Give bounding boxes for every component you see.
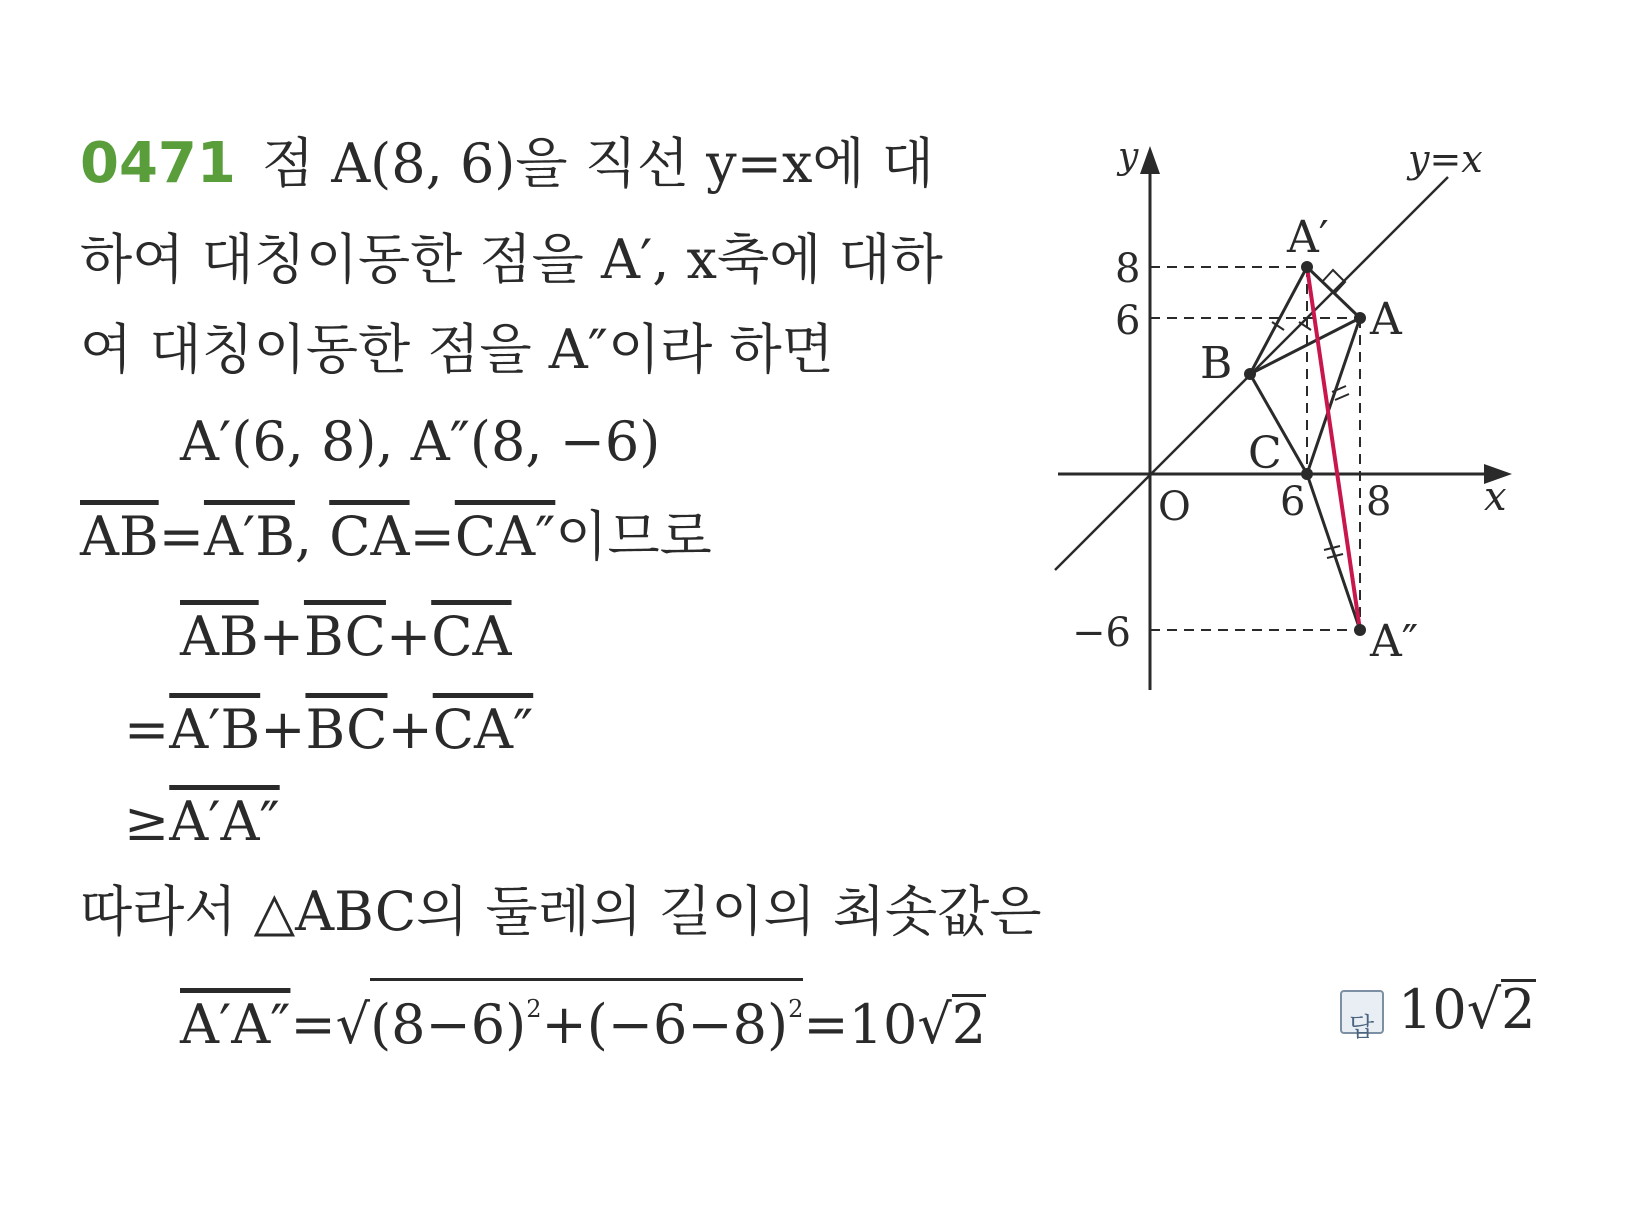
sum-ca: $\overline{CA}$ <box>431 605 512 668</box>
coords-line: A′(6, 8), A″(8, −6) <box>180 410 661 473</box>
segment-ca2: CA″ <box>454 505 556 568</box>
sum-ab: $\overline{AB}$ <box>180 605 259 668</box>
segment-ca: $\overline{CA}$ <box>329 505 410 568</box>
label-b: B <box>1200 338 1233 389</box>
sum-line-2: $=A'B+\overline{BC}+CA''$ <box>124 698 534 761</box>
label-c: C <box>1248 428 1282 479</box>
point-a-dot <box>1354 312 1366 324</box>
problem-line-2: 하여 대칭이동한 점을 A′, x축에 대하 <box>80 228 943 291</box>
problem-line-3: 여 대칭이동한 점을 A″이라 하면 <box>80 318 834 381</box>
tick-y-8: 8 <box>1115 246 1141 292</box>
y-axis-label: y <box>1118 136 1139 177</box>
equality-suffix: 이므로 <box>555 505 712 568</box>
segment-ab: $\overline{AB}$ <box>80 505 159 568</box>
problem-number: 0471 <box>80 131 236 196</box>
x-axis-label: x <box>1484 474 1507 520</box>
sum2-ca2: CA″ <box>432 698 534 761</box>
final-line: $A'A''=√(8-6)^2+(-6-8)^2=10√2$ <box>180 978 986 1057</box>
slash-tick-2 <box>1299 322 1311 330</box>
sum2-bc: $\overline{BC}$ <box>305 698 388 761</box>
tick-x-8: 8 <box>1366 479 1392 525</box>
tick-y-6: 6 <box>1115 298 1141 344</box>
inequality-line: ≥A′A″ <box>124 790 280 853</box>
label-a: A <box>1370 294 1402 345</box>
sum-bc: $\overline{BC}$ <box>303 605 386 668</box>
label-a2: A″ <box>1370 616 1419 667</box>
final-result: =10 <box>803 993 918 1056</box>
ineq-a1a2: A′A″ <box>169 790 280 853</box>
segment-c-a2 <box>1307 474 1360 630</box>
tick-y-neg6: −6 <box>1072 610 1131 656</box>
answer-icon: 답 <box>1340 990 1384 1034</box>
conclusion-line: 따라서 △ABC의 둘레의 길이의 최솟값은 <box>80 880 1042 943</box>
equality-line: $\overline{AB}=A'B$, $\overline{CA}=CA''$이므로 <box>80 505 712 568</box>
label-a1: A′ <box>1287 212 1329 263</box>
segment-a1b: A′B <box>203 505 295 568</box>
final-sqrt-value: 2 <box>951 993 987 1056</box>
equal-tick-1 <box>1332 386 1346 392</box>
final-segment: A′A″ <box>180 993 291 1056</box>
line-label: y=x <box>1408 137 1483 181</box>
tick-x-6: 6 <box>1280 479 1306 525</box>
equal-tick-2 <box>1335 394 1349 400</box>
final-radical: $(8-6)^2+(-6-8)^2$ <box>370 978 803 1051</box>
problem-text-1: 점 A(8, 6)을 직선 y=x에 대 <box>261 132 934 195</box>
sum2-a1b: A′B <box>169 698 261 761</box>
point-b-dot <box>1244 368 1256 380</box>
answer-value: 10 <box>1398 978 1467 1041</box>
answer-sqrt: 2 <box>1501 978 1536 1041</box>
origin-label: O <box>1158 484 1191 530</box>
answer: 답 10√2 <box>1340 978 1536 1042</box>
point-a2-dot <box>1354 624 1366 636</box>
sum-line-1: $\overline{AB}+\overline{BC}+\overline{CA}$ <box>180 605 512 668</box>
y-axis-arrow <box>1140 146 1160 174</box>
